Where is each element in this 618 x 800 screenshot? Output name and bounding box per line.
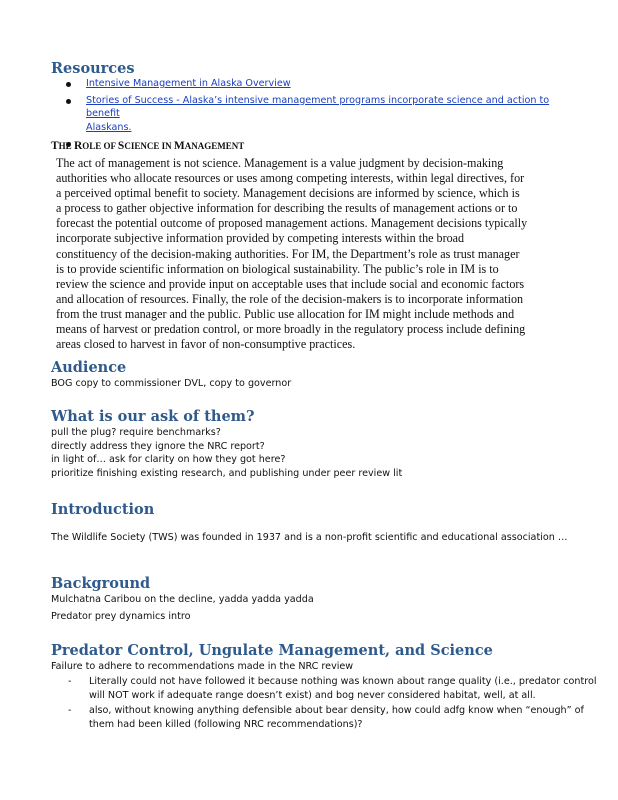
paragraph-line: authorities who allocate resources or uses among competing interests, within legal directives, for bbox=[56, 171, 525, 186]
title-text: T bbox=[51, 140, 59, 152]
link-stories-of-success[interactable] bbox=[86, 95, 549, 133]
predator-heading: Predator Control, Ungulate Management, and Science bbox=[51, 642, 493, 659]
dash-icon: - bbox=[68, 676, 72, 687]
bullet-icon bbox=[66, 82, 71, 87]
list-item bbox=[51, 77, 571, 91]
paragraph-line: a perceived optimal benefit to society. Management decisions are informed by science, which is bbox=[56, 186, 520, 201]
background-heading: Background bbox=[51, 575, 151, 592]
bullet-icon bbox=[66, 99, 71, 104]
bullet-line: them had been killed (following NRC recommendations)? bbox=[89, 718, 363, 730]
bullet-line: also, without knowing anything defensible about bear density, how could adfg know when “enough” of bbox=[89, 705, 584, 716]
paragraph-line: means of harvest or predation control, or more broadly in the regulatory process include defining bbox=[56, 322, 526, 337]
ask-line: directly address they ignore the NRC report? bbox=[51, 440, 265, 452]
dash-icon: - bbox=[68, 705, 72, 716]
paragraph-line: constituency of the decision-making authorities. For IM, the Department’s role as trust manager bbox=[56, 246, 520, 261]
paragraph-line: from the trust manager and the public. Public use allocation for IM might include methods and bbox=[56, 306, 515, 321]
list-item bbox=[51, 675, 597, 702]
bullet-line: Literally could not have followed it because nothing was known about range quality (i.e., predator control bbox=[89, 676, 597, 687]
paragraph-line: forecast the potential outcome of proposed management actions. Management decisions typically bbox=[56, 216, 528, 231]
paragraph-line: and allocation of resources. Finally, the role of the decision-makers is to incorporate information bbox=[56, 291, 524, 306]
introduction-heading: Introduction bbox=[51, 501, 155, 518]
ask-line: pull the plug? require benchmarks? bbox=[51, 427, 221, 438]
title-text: S bbox=[117, 140, 125, 152]
title-text: OLE OF bbox=[82, 141, 118, 151]
paragraph-line: areas closed to harvest in favor of non-consumptive practices. bbox=[56, 337, 356, 352]
bullet-line: will NOT work if adequate range doesn’t exist) and bog never considered habitat, well, at all. bbox=[89, 689, 536, 701]
paragraph-line: incorporate subjective information provided by competing interests within the broad bbox=[56, 231, 465, 246]
list-item bbox=[51, 94, 571, 135]
title-text: CIENCE IN bbox=[124, 141, 174, 151]
role-section-title bbox=[51, 140, 244, 152]
link-text: Alaskans. bbox=[86, 121, 132, 133]
role-paragraph bbox=[56, 156, 576, 352]
audience-text: BOG copy to commissioner DVL, copy to governor bbox=[51, 378, 292, 389]
paragraph-line: is to provide scientific information on biological sustainability. The public’s role in IM is to bbox=[56, 261, 499, 276]
paragraph-line: review the science and provide input on acceptable uses that include social and economic factors bbox=[56, 276, 525, 291]
background-line: Predator prey dynamics intro bbox=[51, 610, 191, 622]
ask-heading: What is our ask of them? bbox=[51, 408, 255, 425]
list-item bbox=[51, 704, 584, 731]
resources-heading: Resources bbox=[51, 60, 135, 77]
background-line: Mulchatna Caribou on the decline, yadda yadda yadda bbox=[51, 594, 314, 605]
predator-intro: Failure to adhere to recommendations made in the NRC review bbox=[51, 661, 354, 672]
link-im-overview[interactable]: Intensive Management in Alaska Overview bbox=[86, 78, 291, 89]
link-text: Stories of Success - Alaska’s intensive management programs incorporate science and action to benefit bbox=[86, 94, 550, 119]
ask-list bbox=[51, 426, 591, 480]
ask-line: prioritize finishing existing research, and publishing under peer review lit bbox=[51, 467, 403, 479]
title-text: M bbox=[173, 140, 185, 152]
title-text: HE bbox=[58, 141, 74, 151]
title-text: ANAGEMENT bbox=[184, 141, 245, 151]
predator-bullets bbox=[51, 675, 597, 731]
paragraph-line: The act of management is not science. Management is a value judgment by decision-making bbox=[56, 156, 504, 170]
background-text bbox=[51, 593, 591, 623]
paragraph-line: a process to gather objective information for describing the results of management actions or to bbox=[56, 201, 518, 216]
audience-heading: Audience bbox=[51, 359, 127, 376]
introduction-text: The Wildlife Society (TWS) was founded in 1937 and is a non-profit scientific and educational association … bbox=[51, 532, 568, 543]
ask-line: in light of… ask for clarity on how they got here? bbox=[51, 454, 286, 465]
title-text: R bbox=[73, 140, 83, 152]
